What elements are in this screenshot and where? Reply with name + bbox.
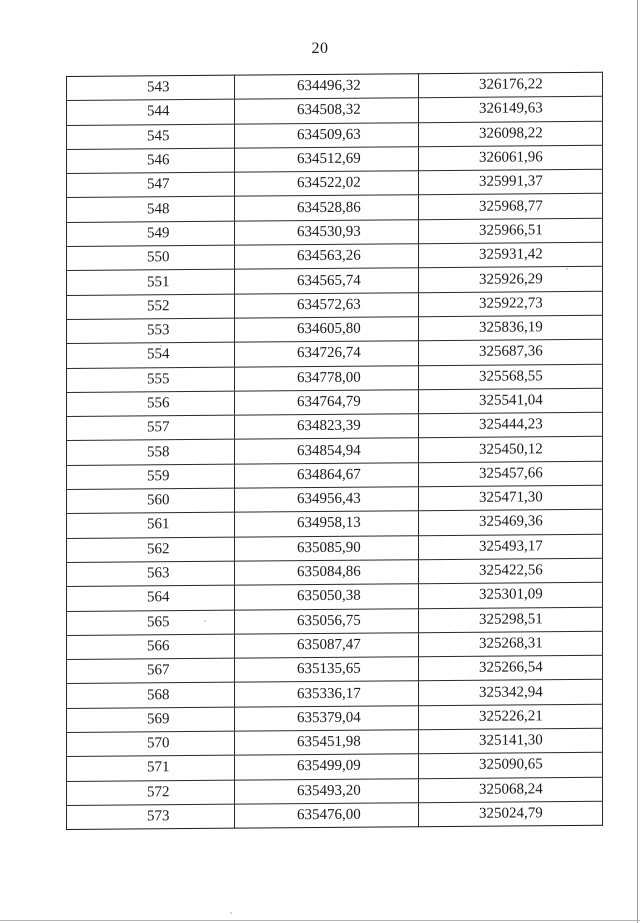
y-coordinate-cell: 325268,31 [419, 631, 603, 657]
point-number-cell: 548 [67, 197, 235, 223]
point-number-cell: 547 [67, 172, 235, 198]
y-coordinate-cell: 325968,77 [419, 194, 603, 220]
point-number-cell: 549 [67, 221, 235, 247]
x-coordinate-cell: 634958,13 [235, 511, 419, 537]
y-coordinate-cell: 325687,36 [419, 340, 603, 366]
x-coordinate-cell: 635135,65 [235, 657, 419, 683]
x-coordinate-cell: 635379,04 [235, 705, 419, 731]
point-number-cell: 543 [67, 75, 235, 101]
point-number-cell: 546 [67, 148, 235, 174]
y-coordinate-cell: 325469,36 [419, 510, 603, 536]
x-coordinate-cell: 634572,63 [235, 292, 419, 318]
x-coordinate-cell: 634508,32 [235, 98, 419, 124]
point-number-cell: 555 [67, 367, 235, 393]
x-coordinate-cell: 634530,93 [235, 220, 419, 246]
point-number-cell: 545 [67, 124, 235, 150]
x-coordinate-cell: 635499,09 [235, 754, 419, 780]
x-coordinate-cell: 635050,38 [235, 584, 419, 610]
point-number-cell: 567 [67, 658, 235, 684]
y-coordinate-cell: 326098,22 [419, 121, 603, 147]
y-coordinate-cell: 325836,19 [419, 315, 603, 341]
point-number-cell: 550 [67, 245, 235, 271]
scan-speck [160, 345, 162, 347]
coordinates-table-body [67, 72, 603, 829]
y-coordinate-cell: 325568,55 [419, 364, 603, 390]
x-coordinate-cell: 634823,39 [235, 414, 419, 440]
point-number-cell: 556 [67, 391, 235, 417]
x-coordinate-cell: 634496,32 [235, 74, 419, 100]
scan-speck [204, 620, 206, 622]
point-number-cell: 564 [67, 585, 235, 611]
y-coordinate-cell: 325266,54 [419, 655, 603, 681]
y-coordinate-cell: 325991,37 [419, 169, 603, 195]
y-coordinate-cell: 325342,94 [419, 680, 603, 706]
point-number-cell: 544 [67, 99, 235, 125]
x-coordinate-cell: 635476,00 [235, 803, 419, 829]
y-coordinate-cell: 325024,79 [419, 801, 603, 827]
point-number-cell: 563 [67, 561, 235, 587]
y-coordinate-cell: 325966,51 [419, 218, 603, 244]
x-coordinate-cell: 634778,00 [235, 365, 419, 391]
x-coordinate-cell: 635336,17 [235, 681, 419, 707]
x-coordinate-cell: 634605,80 [235, 317, 419, 343]
y-coordinate-cell: 325926,29 [419, 267, 603, 293]
y-coordinate-cell: 325931,42 [419, 242, 603, 268]
x-coordinate-cell: 634528,86 [235, 195, 419, 221]
point-number-cell: 561 [67, 513, 235, 539]
x-coordinate-cell: 634854,94 [235, 438, 419, 464]
y-coordinate-cell: 326149,63 [419, 97, 603, 123]
point-number-cell: 566 [67, 634, 235, 660]
point-number-cell: 569 [67, 707, 235, 733]
coordinates-table [66, 72, 603, 830]
y-coordinate-cell: 325450,12 [419, 437, 603, 463]
y-coordinate-cell: 325090,65 [419, 753, 603, 779]
x-coordinate-cell: 635451,98 [235, 730, 419, 756]
point-number-cell: 553 [67, 318, 235, 344]
y-coordinate-cell: 326061,96 [419, 145, 603, 171]
point-number-cell: 560 [67, 488, 235, 514]
scan-edge-bottom [0, 920, 640, 921]
point-number-cell: 573 [67, 804, 235, 830]
point-number-cell: 565 [67, 610, 235, 636]
y-coordinate-cell: 325444,23 [419, 412, 603, 438]
x-coordinate-cell: 634764,79 [235, 390, 419, 416]
x-coordinate-cell: 634864,67 [235, 462, 419, 488]
x-coordinate-cell: 634565,74 [235, 268, 419, 294]
x-coordinate-cell: 635493,20 [235, 778, 419, 804]
y-coordinate-cell: 325226,21 [419, 704, 603, 730]
point-number-cell: 571 [67, 755, 235, 781]
y-coordinate-cell: 325471,30 [419, 485, 603, 511]
scan-speck [230, 912, 232, 914]
point-number-cell: 570 [67, 731, 235, 757]
y-coordinate-cell: 325141,30 [419, 728, 603, 754]
page-number: 20 [311, 40, 329, 57]
y-coordinate-cell: 326176,22 [419, 72, 603, 98]
point-number-cell: 557 [67, 415, 235, 441]
table-row [67, 801, 603, 830]
y-coordinate-cell: 325493,17 [419, 534, 603, 560]
point-number-cell: 568 [67, 683, 235, 709]
y-coordinate-cell: 325922,73 [419, 291, 603, 317]
x-coordinate-cell: 634512,69 [235, 147, 419, 173]
point-number-cell: 562 [67, 537, 235, 563]
y-coordinate-cell: 325541,04 [419, 388, 603, 414]
x-coordinate-cell: 635056,75 [235, 608, 419, 634]
y-coordinate-cell: 325068,24 [419, 777, 603, 803]
scan-edge-right [637, 0, 638, 923]
y-coordinate-cell: 325457,66 [419, 461, 603, 487]
point-number-cell: 558 [67, 440, 235, 466]
x-coordinate-cell: 634522,02 [235, 171, 419, 197]
point-number-cell: 572 [67, 780, 235, 806]
point-number-cell: 559 [67, 464, 235, 490]
y-coordinate-cell: 325422,56 [419, 558, 603, 584]
x-coordinate-cell: 634956,43 [235, 487, 419, 513]
y-coordinate-cell: 325301,09 [419, 583, 603, 609]
y-coordinate-cell: 325298,51 [419, 607, 603, 633]
x-coordinate-cell: 635087,47 [235, 633, 419, 659]
x-coordinate-cell: 635085,90 [235, 535, 419, 561]
x-coordinate-cell: 634726,74 [235, 341, 419, 367]
scan-speck [566, 268, 568, 270]
x-coordinate-cell: 634509,63 [235, 122, 419, 148]
point-number-cell: 551 [67, 270, 235, 296]
x-coordinate-cell: 635084,86 [235, 560, 419, 586]
x-coordinate-cell: 634563,26 [235, 244, 419, 270]
point-number-cell: 554 [67, 342, 235, 368]
point-number-cell: 552 [67, 294, 235, 320]
